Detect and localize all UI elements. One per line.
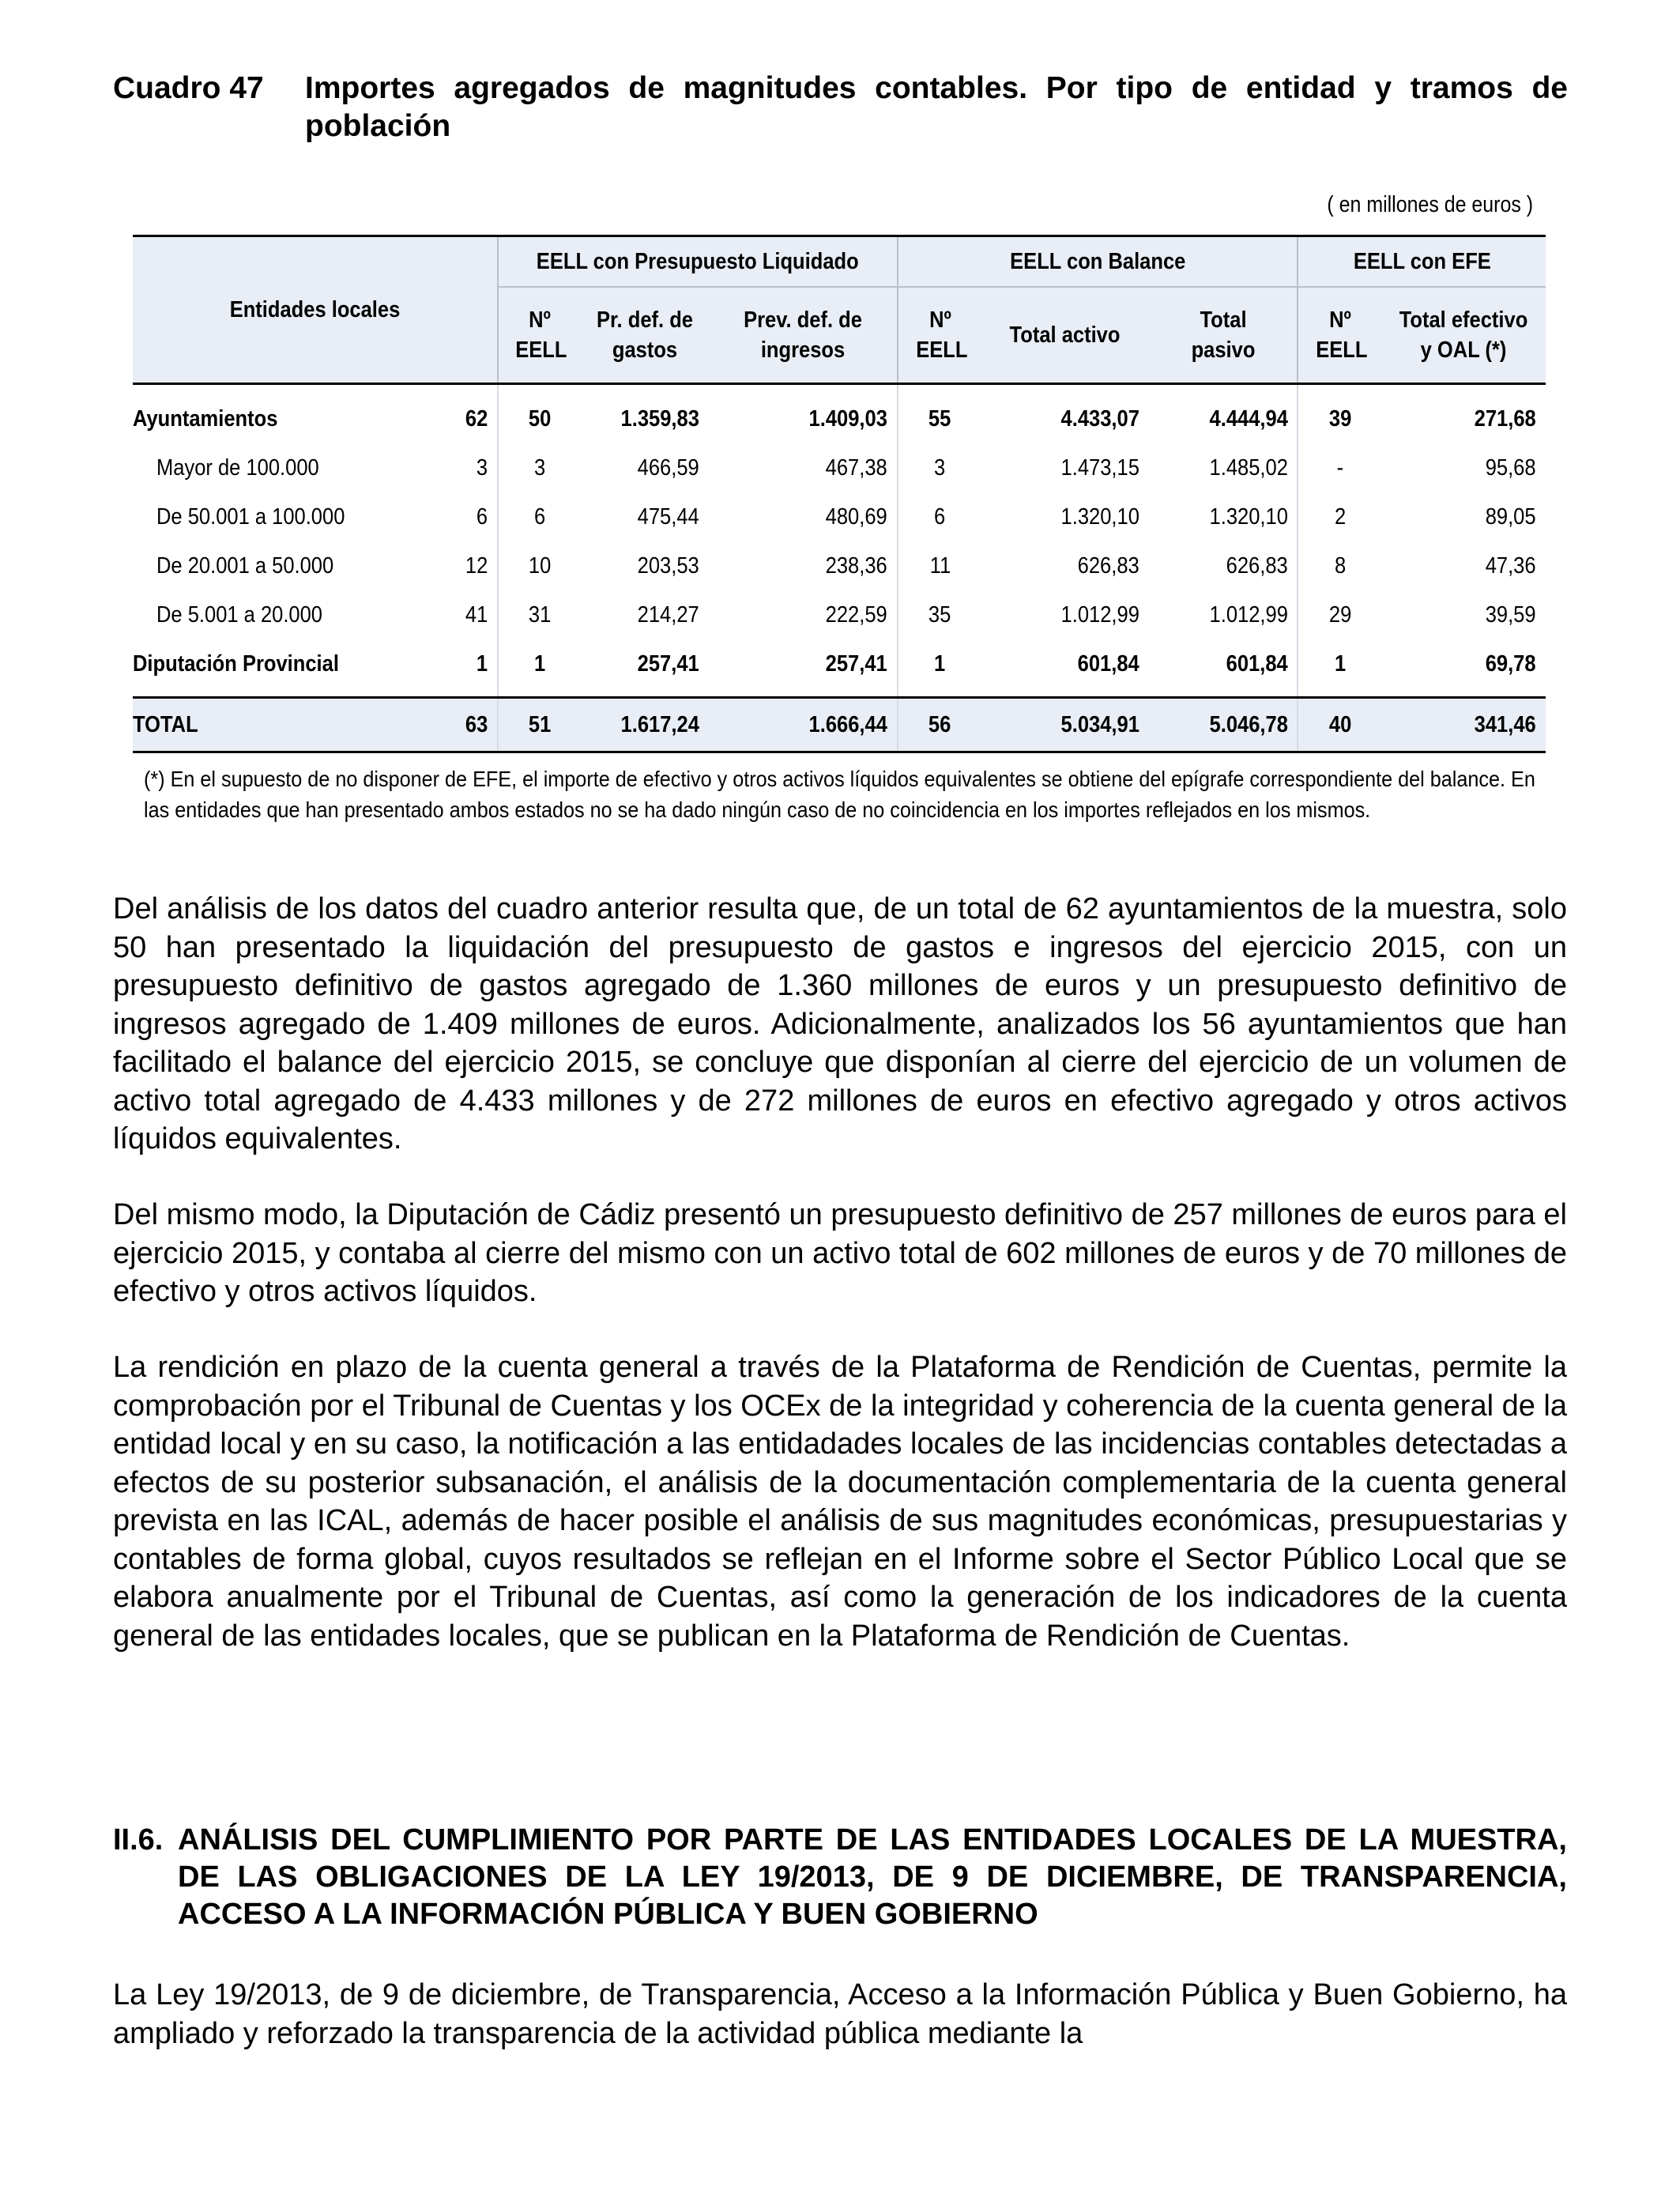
caption-number: Cuadro 47 bbox=[113, 71, 264, 105]
header-p-gastos: Pr. def. de gastos bbox=[582, 287, 709, 384]
header-p-n: Nº EELL bbox=[498, 287, 582, 384]
header-group-efe: EELL con EFE bbox=[1298, 236, 1546, 288]
header-entidades: Entidades locales bbox=[133, 236, 498, 384]
row-p-ingresos: 1.409,03 bbox=[808, 406, 888, 432]
table-header-row-groups bbox=[133, 236, 1546, 288]
row-b-activo: 4.433,07 bbox=[1060, 406, 1139, 432]
row-b-n: 11 bbox=[898, 541, 981, 590]
total-p-ingresos: 1.666,44 bbox=[709, 698, 898, 752]
paragraph-diputacion: Del mismo modo, la Diputación de Cádiz presentó un presupuesto definitivo de 257 millones de euros para el ejercicio 2015, y contaba al cierre del mismo con un activo total de 602 millones de euros y de 70 millones de efectivo y otros activos líquidos. bbox=[113, 1198, 1567, 1308]
row-p-gastos: 1.359,83 bbox=[620, 406, 699, 432]
data-table-wrapper bbox=[133, 235, 1546, 753]
paragraph-ley: La Ley 19/2013, de 9 de diciembre, de Transparencia, Acceso a la Información Pública y Buen Gobierno, ha ampliado y reforzado la transparencia de la actividad pública mediante la bbox=[113, 1978, 1567, 2050]
row-e-efectivo: 69,78 bbox=[1381, 639, 1546, 698]
row-e-efectivo: 89,05 bbox=[1486, 504, 1536, 530]
row-total: 6 bbox=[476, 504, 488, 530]
total-b-n: 56 bbox=[898, 698, 981, 752]
caption-title: Importes agregados de magnitudes contables. Por tipo de entidad y tramos de población bbox=[305, 71, 1568, 143]
row-b-n: 1 bbox=[898, 639, 981, 698]
units-note: ( en millones de euros ) bbox=[1327, 192, 1533, 217]
row-b-pasivo: 1.320,10 bbox=[1209, 504, 1288, 530]
total-name: TOTAL bbox=[133, 698, 461, 752]
header-b-activo: Total activo bbox=[981, 287, 1149, 384]
row-b-n: 3 bbox=[898, 443, 981, 492]
row-b-pasivo: 601,84 bbox=[1149, 639, 1298, 698]
row-b-n: 55 bbox=[898, 384, 981, 444]
row-b-activo: 1.012,99 bbox=[1060, 602, 1139, 628]
header-group-presupuesto: EELL con Presupuesto Liquidado bbox=[498, 236, 898, 288]
header-p-ingresos: Prev. def. de ingresos bbox=[709, 287, 898, 384]
row-b-n: 35 bbox=[898, 590, 981, 639]
row-name: De 5.001 a 20.000 bbox=[156, 602, 323, 628]
row-b-activo: 1.320,10 bbox=[1060, 504, 1139, 530]
row-e-n: 2 bbox=[1298, 492, 1381, 541]
row-e-efectivo: 271,68 bbox=[1474, 406, 1536, 432]
row-e-n: 29 bbox=[1298, 590, 1381, 639]
row-e-n: 39 bbox=[1298, 384, 1381, 444]
table-footnote: (*) En el supuesto de no disponer de EFE, el importe de efectivo y otros activos líquidos equivalentes se obtiene del epígrafe correspondiente del balance. En las entidades que han presentado ambos estados no se ha dado ningún caso de no coincidencia en los importes reflejados en los mismos. bbox=[144, 767, 1535, 822]
row-b-pasivo: 1.485,02 bbox=[1209, 455, 1288, 481]
table-row bbox=[133, 541, 1546, 590]
row-b-n: 6 bbox=[898, 492, 981, 541]
row-p-n: 50 bbox=[498, 384, 582, 444]
row-e-efectivo: 39,59 bbox=[1486, 602, 1536, 628]
total-b-pasivo: 5.046,78 bbox=[1149, 698, 1298, 752]
section-number: II.6. bbox=[113, 1823, 164, 1857]
table-row bbox=[133, 639, 1546, 698]
row-p-n: 10 bbox=[498, 541, 582, 590]
row-name: De 50.001 a 100.000 bbox=[156, 504, 345, 530]
row-p-ingresos: 222,59 bbox=[826, 602, 888, 628]
row-name: Diputación Provincial bbox=[133, 639, 461, 698]
row-e-n: 1 bbox=[1298, 639, 1381, 698]
header-b-pasivo: Total pasivo bbox=[1149, 287, 1298, 384]
row-name: De 20.001 a 50.000 bbox=[156, 553, 334, 579]
row-p-ingresos: 238,36 bbox=[826, 553, 888, 579]
row-total: 62 bbox=[465, 406, 488, 432]
row-total: 12 bbox=[465, 553, 488, 579]
row-b-pasivo: 1.012,99 bbox=[1209, 602, 1288, 628]
total-b-activo: 5.034,91 bbox=[981, 698, 1149, 752]
row-p-n: 3 bbox=[498, 443, 582, 492]
table-row bbox=[133, 443, 1546, 492]
row-b-pasivo: 4.444,94 bbox=[1209, 406, 1288, 432]
row-name: Ayuntamientos bbox=[133, 406, 278, 432]
row-p-n: 6 bbox=[498, 492, 582, 541]
total-e-efectivo: 341,46 bbox=[1381, 698, 1546, 752]
row-p-n: 1 bbox=[498, 639, 582, 698]
row-p-n: 31 bbox=[498, 590, 582, 639]
row-p-gastos: 257,41 bbox=[582, 639, 709, 698]
total-p-gastos: 1.617,24 bbox=[582, 698, 709, 752]
row-p-gastos: 203,53 bbox=[637, 553, 699, 579]
row-p-ingresos: 467,38 bbox=[826, 455, 888, 481]
data-table bbox=[133, 235, 1546, 753]
row-total: 1 bbox=[461, 639, 498, 698]
row-b-activo: 1.473,15 bbox=[1060, 455, 1139, 481]
paragraph-analysis: Del análisis de los datos del cuadro anterior resulta que, de un total de 62 ayuntamientos de la muestra, solo 50 han presentado la liquidación del presupuesto de gastos e ingresos del ejercicio 2015, con un presupuesto definitivo de gastos agregado de 1.360 millones de euros y un presupuesto definitivo de ingresos agregado de 1.409 millones de euros. Adicionalmente, analizados los 56 ayuntamientos que han facilitado el balance del ejercicio 2015, se concluye que disponían al cierre del ejercicio de un volumen de activo total agregado de 4.433 millones y de 272 millones de euros en efectivo agregado y otros activos líquidos equivalentes. bbox=[113, 892, 1567, 1155]
table-total-row bbox=[133, 698, 1546, 752]
paragraph-rendicion: La rendición en plazo de la cuenta general a través de la Plataforma de Rendición de Cuentas, permite la comprobación por el Tribunal de Cuentas y los OCEx de la integridad y coherencia de la cuenta general de la entidad local y en su caso, la notificación a las entidadades locales de las incidencias contables detectadas a efectos de su posterior subsanación, el análisis de la documentación complementaria de la cuenta general prevista en las ICAL, además de hacer posible el análisis de sus magnitudes económicas, presupuestarias y contables de forma global, cuyos resultados se reflejan en el Informe sobre el Sector Público Local que se elabora anualmente por el Tribunal de Cuentas, así como la generación de los indicadores de la cuenta general de las entidades locales, que se publican en la Plataforma de Rendición de Cuentas. bbox=[113, 1351, 1567, 1653]
total-e-n: 40 bbox=[1298, 698, 1381, 752]
row-p-gastos: 214,27 bbox=[637, 602, 699, 628]
section-title: ANÁLISIS DEL CUMPLIMIENTO POR PARTE DE LAS ENTIDADES LOCALES DE LA MUESTRA, DE LAS OBLIGACIONES DE LA LEY 19/2013, DE 9 DE DICIEMBRE, DE TRANSPARENCIA, ACCESO A LA INFORMACIÓN PÚBLICA Y BUEN GOBIERNO bbox=[178, 1823, 1567, 1931]
table-row bbox=[133, 492, 1546, 541]
row-p-ingresos: 480,69 bbox=[826, 504, 888, 530]
row-p-gastos: 475,44 bbox=[637, 504, 699, 530]
row-b-activo: 626,83 bbox=[1077, 553, 1139, 579]
table-row bbox=[133, 384, 1546, 444]
row-e-efectivo: 47,36 bbox=[1486, 553, 1536, 579]
row-name: Mayor de 100.000 bbox=[156, 455, 319, 481]
row-b-pasivo: 626,83 bbox=[1226, 553, 1288, 579]
row-e-n: - bbox=[1298, 443, 1381, 492]
header-e-efectivo: Total efectivo y OAL (*) bbox=[1381, 287, 1546, 384]
row-total: 41 bbox=[465, 602, 488, 628]
header-group-balance: EELL con Balance bbox=[898, 236, 1298, 288]
table-row bbox=[133, 590, 1546, 639]
header-e-n: Nº EELL bbox=[1298, 287, 1381, 384]
row-total: 3 bbox=[476, 455, 488, 481]
row-p-gastos: 466,59 bbox=[637, 455, 699, 481]
header-b-n: Nº EELL bbox=[898, 287, 981, 384]
row-e-efectivo: 95,68 bbox=[1486, 455, 1536, 481]
total-p-n: 51 bbox=[498, 698, 582, 752]
row-p-ingresos: 257,41 bbox=[709, 639, 898, 698]
row-b-activo: 601,84 bbox=[981, 639, 1149, 698]
row-e-n: 8 bbox=[1298, 541, 1381, 590]
total-total: 63 bbox=[461, 698, 498, 752]
